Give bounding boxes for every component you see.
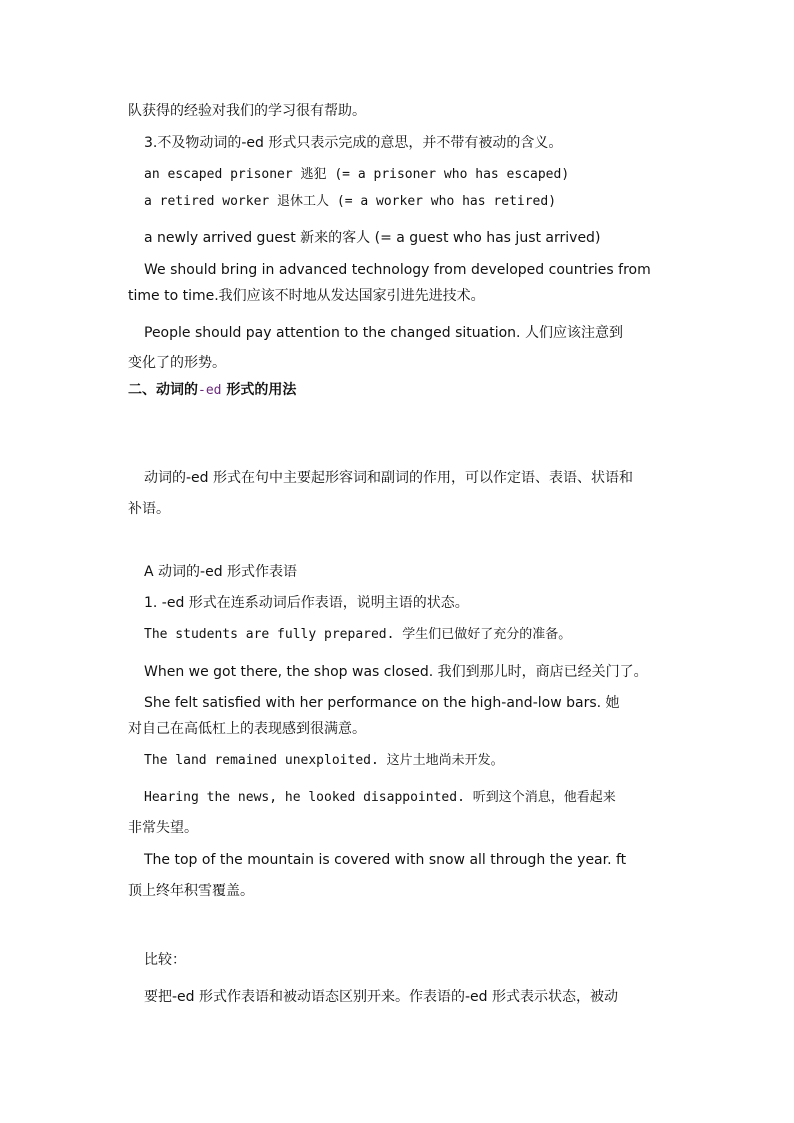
example-changed-situation: People should pay attention to the changed situation. 人们应该注意到 [144, 325, 623, 341]
example-advanced-technology-cont: time to time.我们应该不时地从发达国家引进先进技术。 [128, 288, 485, 304]
rule-3-intro: 3.不及物动词的-ed 形式只表示完成的意思，并不带有被动的含义。 [144, 135, 563, 151]
compare-text: 要把-ed 形式作表语和被动语态区别开来。作表语的-ed 形式表示状态，被动 [144, 989, 619, 1005]
text-line-1: 队获得的经验对我们的学习很有帮助。 [128, 103, 366, 119]
section-heading [128, 380, 296, 401]
example-satisfied: She felt satisfied with her performance on the high-and-low bars. 她 [144, 695, 620, 711]
example-land-unexploited: The land remained unexploited. 这片土地尚未开发。 [144, 753, 504, 768]
example-escaped-prisoner: an escaped prisoner 逃犯 (= a prisoner who has escaped) [144, 167, 570, 182]
section-heading-suffix: 形式的用法 [221, 382, 297, 398]
example-disappointed-cont: 非常失望。 [128, 820, 198, 836]
example-satisfied-cont: 对自己在高低杠上的表现感到很满意。 [128, 721, 366, 737]
example-advanced-technology: We should bring in advanced technology from developed countries from [144, 262, 651, 278]
example-mountain-snow-cont: 顶上终年积雪覆盖。 [128, 883, 254, 899]
usage-intro: 动词的-ed 形式在句中主要起形容词和副词的作用，可以作定语、表语、状语和 [144, 470, 633, 486]
example-arrived-guest: a newly arrived guest 新来的客人 (= a guest who has just arrived) [144, 230, 601, 246]
example-shop-closed: When we got there, the shop was closed. 我们到那儿时，商店已经关门了。 [144, 664, 648, 680]
section-heading-prefix: 二、动词的 [128, 382, 198, 398]
example-students-prepared: The students are fully prepared. 学生们已做好了充分的准备。 [144, 627, 572, 642]
section-heading-accent: -ed [198, 383, 222, 398]
example-mountain-snow: The top of the mountain is covered with snow all through the year. ft [144, 852, 627, 868]
compare-label: 比较： [144, 952, 186, 968]
usage-intro-cont: 补语。 [128, 501, 170, 517]
example-disappointed: Hearing the news, he looked disappointed. 听到这个消息，他看起来 [144, 790, 616, 805]
example-retired-worker: a retired worker 退休工人 (= a worker who has retired) [144, 194, 557, 209]
rule-1: 1. -ed 形式在连系动词后作表语，说明主语的状态。 [144, 595, 469, 611]
subheading-a: A 动词的-ed 形式作表语 [144, 564, 298, 580]
example-changed-situation-cont: 变化了的形势。 [128, 355, 226, 371]
